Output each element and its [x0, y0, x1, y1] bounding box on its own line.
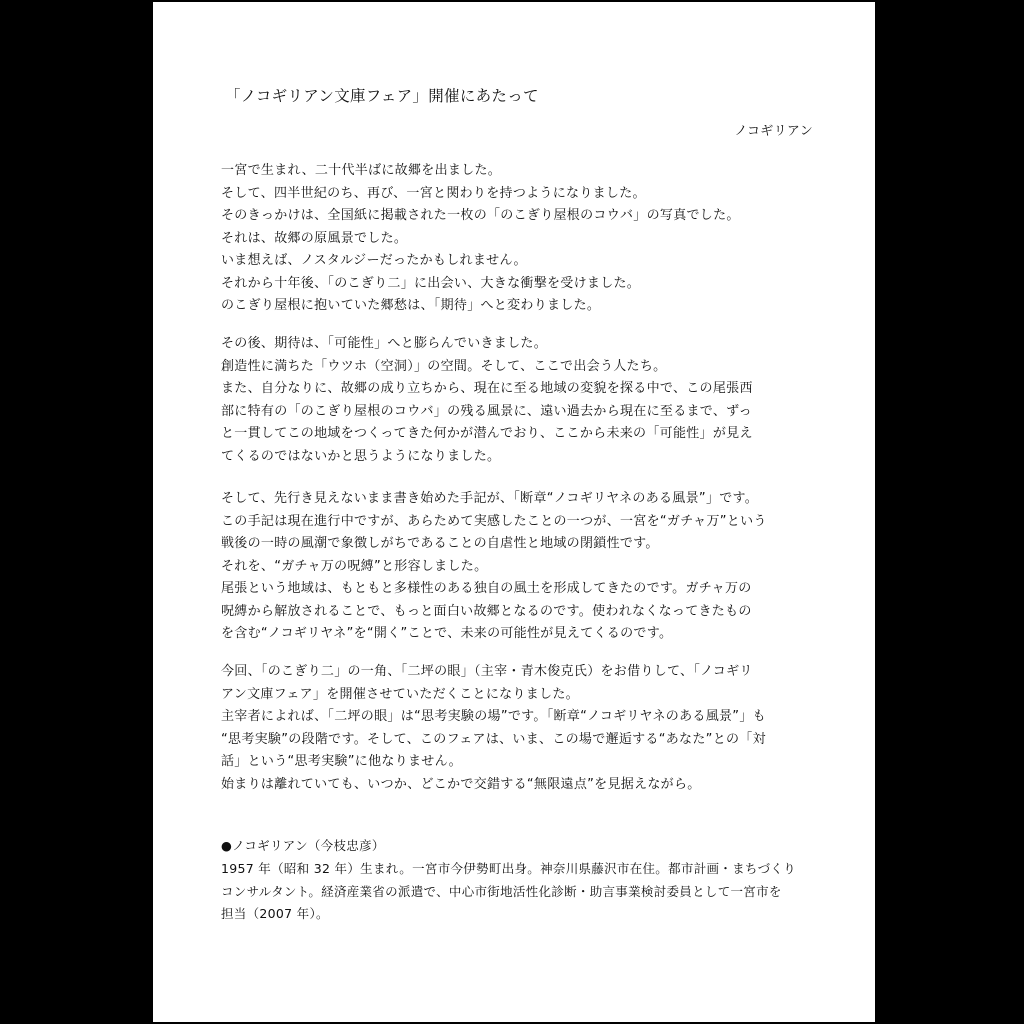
paragraph-line: そして、先行き見えないまま書き始めた手記が、「断章“ノコギリヤネのある風景”」です。 — [221, 491, 759, 506]
bio-line: 1957 年（昭和 32 年）生まれ。一宮市今伊勢町出身。神奈川県藤沢市在住。都市計画・まちづくり — [221, 861, 796, 876]
document-title: 「ノコギリアン文庫フェア」開催にあたって — [225, 87, 539, 105]
paragraph-2 — [221, 333, 753, 468]
document-author: ノコギリアン — [734, 124, 813, 139]
paragraph-line: そのきっかけは、全国紙に掲載された一枚の「のこぎり屋根のコウバ」の写真でした。 — [221, 208, 740, 223]
paragraph-3 — [221, 488, 767, 646]
document-page — [153, 2, 875, 1022]
paragraph-line: アン文庫フェア」を開催させていただくことになりました。 — [221, 686, 579, 702]
paragraph-line: 創造性に満ちた「ウツホ（空洞）」の空間。そして、ここで出会う人たち。 — [221, 358, 667, 374]
paragraph-line: 一宮で生まれ、二十代半ばに故郷を出ました。 — [221, 163, 502, 178]
paragraph-line: 戦後の一時の風潮で象徴しがちであることの自虐性と地域の閉鎖性です。 — [221, 536, 659, 551]
paragraph-line: 主宰者によれば、「二坪の眼」は“思考実験の場”です。「断章“ノコギリヤネのある風景”」も — [221, 709, 766, 724]
bio-heading: ●ノコギリアン（今枝忠彦） — [221, 838, 385, 853]
paragraph-line: 話」という“思考実験”に他なりません。 — [221, 754, 462, 769]
paragraph-line: 始まりは離れていても、いつか、どこかで交錯する“無限遠点”を見据えながら。 — [221, 776, 701, 792]
paragraph-line: また、自分なりに、故郷の成り立ちから、現在に至る地域の変貌を探る中で、この尾張西 — [221, 381, 753, 396]
paragraph-line: 呪縛から解放されることで、もっと面白い故郷となるのです。使われなくなってきたもの — [221, 603, 752, 619]
paragraph-line: その後、期待は、「可能性」へと膨らんでいきました。 — [221, 336, 548, 351]
paragraph-line: のこぎり屋根に抱いていた郷愁は、「期待」へと変わりました。 — [221, 298, 601, 313]
paragraph-line: 尾張という地域は、もともと多様性のある独自の風土を形成してきたのです。ガチャ万の — [221, 581, 752, 596]
paragraph-line: それは、故郷の原風景でした。 — [221, 230, 408, 246]
paragraph-line: 部に特有の「のこぎり屋根のコウバ」の残る風景に、遠い過去から現在に至るまで、ずっ — [221, 403, 752, 419]
paragraph-line: 今回、「のこぎり二」の一角、「二坪の眼」（主宰・青木俊克氏）をお借りして、「ノコギリ — [221, 664, 753, 679]
paragraph-line: てくるのではないかと思うようになりました。 — [221, 448, 501, 464]
paragraph-line: を含む“ノコギリヤネ”を“開く”ことで、未来の可能性が見えてくるのです。 — [221, 626, 673, 641]
bio-line: 担当（2007 年）。 — [221, 906, 329, 921]
paragraph-line: それから十年後、「のこぎり二」に出会い、大きな衝撃を受けました。 — [221, 275, 641, 291]
paragraph-line: いま想えば、ノスタルジーだったかもしれません。 — [221, 253, 527, 268]
paragraph-line: この手記は現在進行中ですが、あらためて実感したことの一つが、一宮を“ガチャ万”という — [221, 513, 767, 529]
paragraph-line: “思考実験”の段階です。そして、このフェアは、いま、この場で邂逅する“あなた”との「対 — [221, 731, 766, 747]
paragraph-line: それを、“ガチャ万の呪縛”と形容しました。 — [221, 558, 488, 574]
paragraph-line: そして、四半世紀のち、再び、一宮と関わりを持つようになりました。 — [221, 185, 646, 201]
bio-text — [221, 858, 796, 926]
paragraph-line: と一貫してこの地域をつくってきた何かが潜んでおり、ここから未来の「可能性」が見え — [221, 426, 753, 441]
paragraph-4 — [221, 661, 766, 796]
bio-line: コンサルタント。経済産業省の派遣で、中心市街地活性化診断・助言事業検討委員として一宮市を — [221, 883, 782, 899]
paragraph-1 — [221, 160, 740, 318]
